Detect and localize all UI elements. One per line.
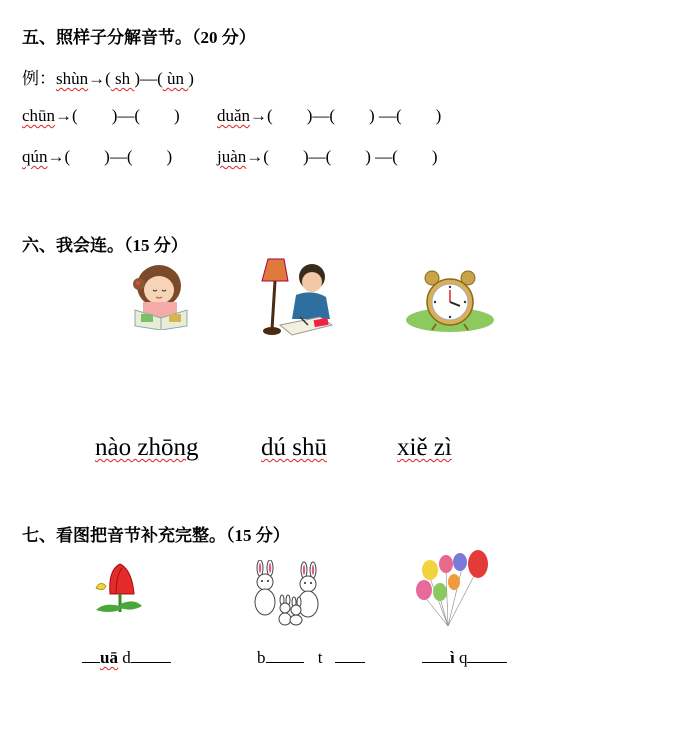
syllable-juan: juàn xyxy=(217,147,247,166)
decompose-blanks: →( )—( ) xyxy=(55,106,180,125)
pinyin-du-shu: dú shū xyxy=(261,434,327,461)
answer-blank[interactable] xyxy=(422,648,450,663)
balloon-syllable-q: q xyxy=(458,648,468,667)
example-close: ) xyxy=(188,69,194,88)
syllable-duan: duǎn xyxy=(217,106,251,125)
rabbit-syllable-b: b xyxy=(257,648,266,667)
example-arrow: →( xyxy=(88,69,111,88)
syllable-qun: qún xyxy=(22,147,48,166)
row2-b xyxy=(217,147,438,167)
example-dash: )—( xyxy=(134,69,163,88)
decompose-blanks: →( )—( ) —( ) xyxy=(250,106,442,125)
example-line xyxy=(22,64,194,89)
row1-b xyxy=(217,106,441,126)
example-label: 例： xyxy=(22,69,56,88)
flower-syllable-d: d xyxy=(122,648,131,667)
balloon-answer xyxy=(422,648,507,668)
answer-blank[interactable] xyxy=(82,648,100,663)
rabbit-answer xyxy=(257,648,365,668)
rabbits-image xyxy=(250,560,324,626)
decompose-blanks: →( )—( ) xyxy=(47,147,173,166)
balloon-syllable-part: ì xyxy=(450,648,455,667)
tulip-flower-image xyxy=(90,558,146,614)
girl-reading-image xyxy=(125,258,195,330)
answer-blank[interactable] xyxy=(467,648,507,663)
pinyin-xie-zi: xiě zì xyxy=(397,434,452,461)
syllable-chun: chūn xyxy=(22,106,56,125)
decompose-blanks: →( )—( ) —( ) xyxy=(246,147,438,166)
answer-blank[interactable] xyxy=(131,648,171,663)
example-final: ùn xyxy=(162,69,189,88)
answer-blank[interactable] xyxy=(335,648,365,663)
section7-title: 七、看图把音节补充完整。（15 分） xyxy=(22,526,290,545)
rabbit-syllable-t: t xyxy=(317,648,323,667)
row1-a xyxy=(22,106,180,126)
row2-a xyxy=(22,147,172,167)
example-syllable: shùn xyxy=(56,69,89,88)
alarm-clock-image xyxy=(405,266,495,334)
section6-title: 六、我会连。（15 分） xyxy=(22,236,188,255)
boy-writing-image xyxy=(258,255,336,341)
flower-syllable-part: uā xyxy=(100,648,118,667)
balloons-image xyxy=(410,548,492,628)
pinyin-nao-zhong: nào zhōng xyxy=(95,434,199,461)
section5-title: 五、照样子分解音节。（20 分） xyxy=(22,28,256,47)
example-initial: sh xyxy=(110,69,135,88)
flower-answer xyxy=(82,648,171,668)
answer-blank[interactable] xyxy=(266,648,304,663)
